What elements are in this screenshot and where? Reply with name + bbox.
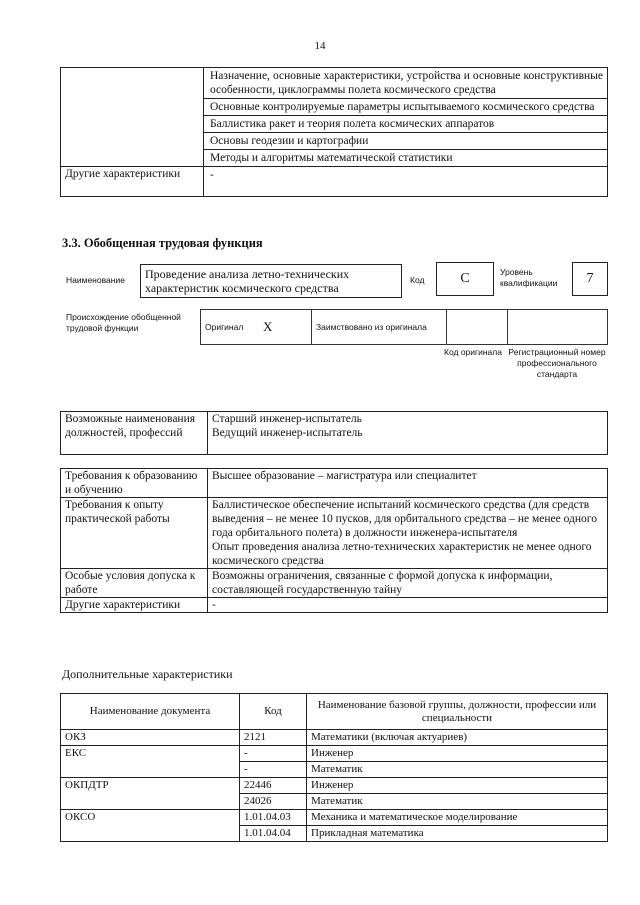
registration-number-cell (508, 310, 608, 345)
other-characteristics-label: Другие характеристики (61, 167, 204, 197)
table-row (201, 310, 608, 345)
requirement-value: Высшее образование – магистратура или специалитет (208, 469, 608, 498)
code-label: Код (410, 275, 425, 285)
name-label: Наименование (66, 275, 125, 285)
table-cell: Основы геодезии и картографии (204, 133, 608, 150)
positions-label: Возможные наименования должностей, профессий (61, 412, 208, 455)
original-label: Оригинал (201, 310, 260, 345)
borrowed-label: Заимствовано из оригинала (312, 310, 447, 345)
requirement-value (208, 498, 608, 569)
level-label: Уровень квалификации (500, 267, 558, 288)
original-code-caption: Код оригинала (444, 347, 502, 357)
requirements-table (60, 468, 608, 613)
requirement-value: - (208, 598, 608, 613)
origin-table (200, 309, 608, 345)
requirement-label: Требования к образованию и обучению (61, 469, 208, 498)
name-cell: Инженер (307, 778, 608, 794)
requirement-label: Другие характеристики (61, 598, 208, 613)
doc-cell: ЕКС (61, 746, 240, 778)
name-cell: Математики (включая актуариев) (307, 730, 608, 746)
table-row (61, 778, 608, 794)
code-cell: 22446 (240, 778, 307, 794)
code-cell: 24026 (240, 794, 307, 810)
table-row (61, 498, 608, 569)
requirement-label: Особые условия допуска к работе (61, 569, 208, 598)
requirement-value: Возможны ограничения, связанные с формой допуска к информации, составляющей государственную тайну (208, 569, 608, 598)
table-row (61, 730, 608, 746)
code-cell: 1.01.04.03 (240, 810, 307, 826)
table-row (61, 746, 608, 762)
additional-title: Дополнительные характеристики (62, 667, 233, 681)
other-characteristics-value: - (204, 167, 608, 197)
table-row (61, 469, 608, 498)
table-row (61, 810, 608, 826)
requirement-text: Баллистическое обеспечение испытаний космического средства (для средств выведения – не менее 10 пусков, для орбитального средства – не менее одного года орбитального полета) в должности инженера-испытателя (212, 499, 597, 539)
original-mark: X (259, 310, 312, 345)
empty-cell (61, 68, 204, 167)
knowledge-table (60, 67, 608, 197)
requirement-text: Опыт проведения анализа летно-технических характеристик не менее одного космического средства (212, 541, 592, 567)
level-value-box: 7 (572, 262, 608, 296)
additional-table (60, 693, 608, 842)
column-header: Код (240, 694, 307, 730)
code-cell: - (240, 762, 307, 778)
table-header-row (61, 694, 608, 730)
table-row (61, 569, 608, 598)
table-cell: Методы и алгоритмы математической статистики (204, 150, 608, 167)
position-item: Старший инженер-испытатель (212, 413, 362, 425)
doc-cell: ОКЗ (61, 730, 240, 746)
table-cell: Основные контролируемые параметры испытываемого космического средства (204, 99, 608, 116)
column-header: Наименование документа (61, 694, 240, 730)
table-row (61, 68, 608, 99)
name-cell: Математик (307, 762, 608, 778)
position-item: Ведущий инженер-испытатель (212, 427, 363, 439)
column-header: Наименование базовой группы, должности, профессии или специальности (307, 694, 608, 730)
positions-table (60, 411, 608, 455)
table-cell: Назначение, основные характеристики, устройства и основные конструктивные особенности, циклограммы полета космического средства (204, 68, 608, 99)
requirement-label: Требования к опыту практической работы (61, 498, 208, 569)
table-row (61, 167, 608, 197)
table-row (61, 598, 608, 613)
code-cell: 2121 (240, 730, 307, 746)
table-cell: Баллистика ракет и теория полета космических аппаратов (204, 116, 608, 133)
name-cell: Инженер (307, 746, 608, 762)
code-cell: - (240, 746, 307, 762)
section-title: 3.3. Обобщенная трудовая функция (62, 236, 263, 250)
function-name-box: Проведение анализа летно-технических характеристик космического средства (140, 264, 402, 298)
table-row (61, 412, 608, 455)
doc-cell: ОКСО (61, 810, 240, 842)
name-cell: Прикладная математика (307, 826, 608, 842)
page-number: 14 (314, 40, 326, 52)
code-cell: 1.01.04.04 (240, 826, 307, 842)
origin-label: Происхождение обобщенной трудовой функции (66, 312, 181, 333)
original-code-cell (447, 310, 508, 345)
registration-caption: Регистрационный номер профессионального стандарта (508, 347, 606, 379)
name-cell: Механика и математическое моделирование (307, 810, 608, 826)
positions-values (208, 412, 608, 455)
code-value-box: C (436, 262, 494, 296)
doc-cell: ОКПДТР (61, 778, 240, 810)
name-cell: Математик (307, 794, 608, 810)
